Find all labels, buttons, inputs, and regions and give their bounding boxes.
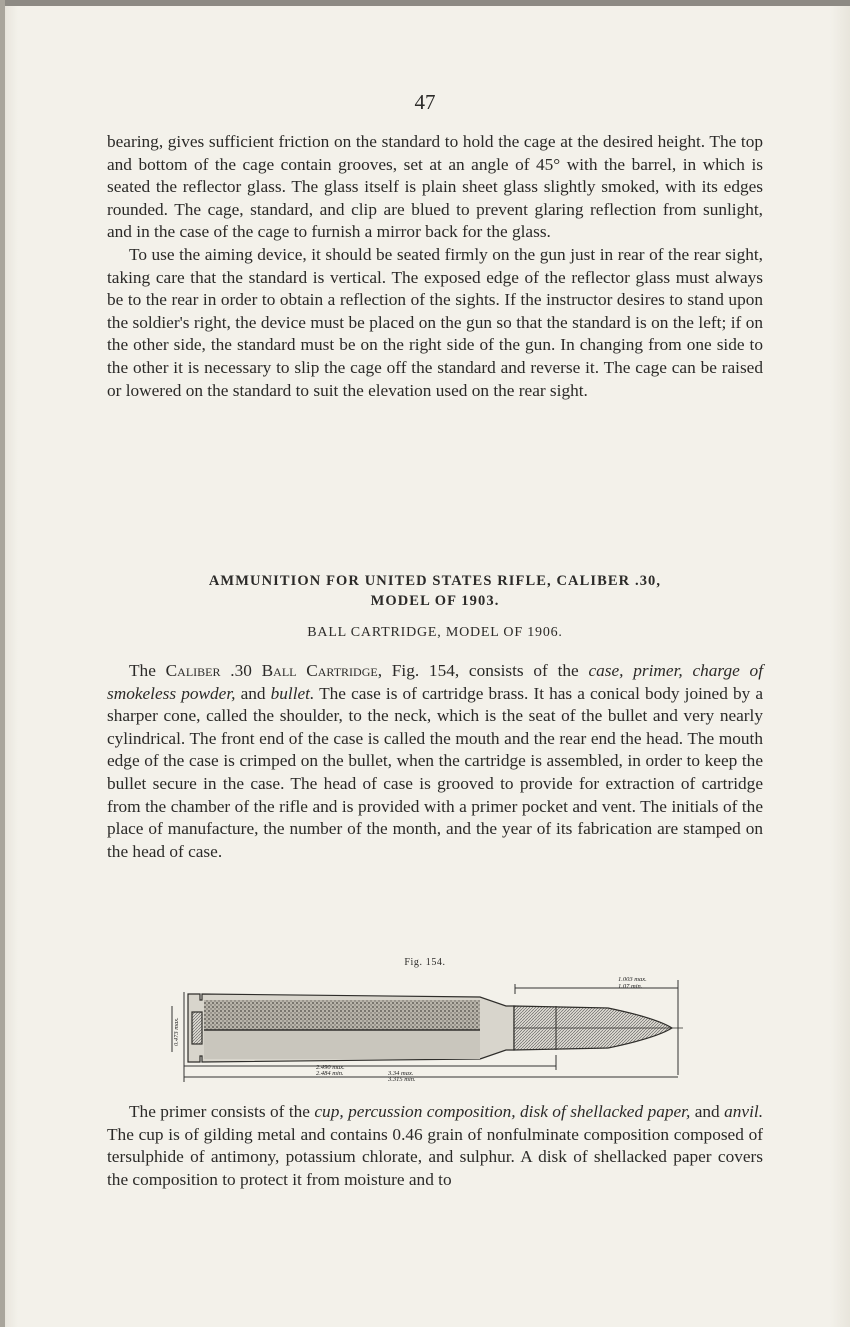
subsection-title: BALL CARTRIDGE, MODEL OF 1906. xyxy=(307,625,563,640)
p3-caliber: Caliber xyxy=(165,661,221,680)
p3-term-bullet: bullet. xyxy=(270,683,315,703)
p3-ball-cartridge: Ball Cartridge xyxy=(261,661,378,680)
paragraph-aiming-device-usage: To use the aiming device, it should be seated firmly on the gun just in rear of the rear sight, taking care that the standard is vertical. The exposed edge of the reflector glass must always be to the rear in order to obtain a reflection of the sights. If the instructor desires to stand upon the soldier's right, the device must be placed on the gun so that the standard is on the left; if on the other side, the standard must be on the right side of the gun. In changing from one side to the other it is necessary to slip the cage off the standard and reverse it. The cage can be raised or lowered on the standard to suit the elevation used on the rear sight. xyxy=(107,244,763,400)
figure-caption: Fig. 154. xyxy=(404,957,446,968)
p4-rest: The cup is of gilding metal and contains 0.46 grain of nonfulminate composition composed of tersulphide of antimony, potassium chlorate, and sulphur. A disk of shellacked paper covers the composition to protect it from moisture and to xyxy=(107,1124,763,1189)
dim-head: 0.473 max. xyxy=(173,1017,180,1046)
p3-space xyxy=(623,661,633,680)
p4-terms-primer-parts: cup, percussion composition, disk of shellacked paper, xyxy=(314,1102,691,1121)
paragraph-cage-description: bearing, gives sufficient friction on the standard to hold the cage at the desired height. The top and bottom of the cage contain grooves, set at an angle of 45° with the barrel, in which is seated the reflector glass. The glass itself is plain sheet glass slightly smoked, with its edges rounded. The cage, standard, and clip are blued to prevent glaring reflection from sunlight, and in the case of the cage to furnish a mirror back for the glass. xyxy=(107,132,763,242)
page-number: 47 xyxy=(414,90,436,114)
cartridge-figure xyxy=(168,970,692,1086)
dim-neck-top: 1.003 max. xyxy=(618,976,647,983)
dim-case-top: 2.490 max. xyxy=(316,1064,345,1071)
p3-term-case: case, xyxy=(588,661,624,680)
dim-case-bottom: 2.484 min. xyxy=(316,1070,344,1077)
p3-mid2: , Fig. 154, consists of the xyxy=(377,661,589,680)
cartridge-diagram xyxy=(168,970,692,1086)
p4-mid1: and xyxy=(690,1102,725,1121)
dim-total-bottom: 3.315 min. xyxy=(388,1076,416,1083)
page-top-edge xyxy=(0,0,850,6)
p3-mid1: .30 xyxy=(220,661,262,680)
text-block-cartridge xyxy=(107,660,763,863)
p4-term-anvil: anvil. xyxy=(724,1102,764,1121)
section-title-line-1: AMMUNITION FOR UNITED STATES RIFLE, CALIBER .30, xyxy=(208,573,662,589)
paragraph-cartridge-description xyxy=(107,660,763,863)
text-block-top xyxy=(107,131,763,402)
bullet xyxy=(514,1006,683,1050)
p3-rest: The case is of cartridge brass. It has a conical body joined by a sharper cone, called the shoulder, to the neck, which is the seat of the bullet and very nearly cylindrical. The front end of the case is called the mouth and the rear end the head. The mouth edge of the case is crimped on the bullet, when the cartridge is assembled, in order to keep the bullet secure in the case. The head of case is grooved to provide for extraction of cartridge from the chamber of the rifle and is provided with a primer pocket and vent. The initials of the place of manufacture, the number of the month, and the year of its fabrication are stamped on the head of case. xyxy=(107,683,764,861)
page-binding-edge xyxy=(0,0,5,1327)
paragraph-primer-description xyxy=(107,1101,763,1191)
text-block-primer xyxy=(107,1101,763,1191)
section-title-line-2: MODEL OF 1903. xyxy=(370,593,500,609)
section-title xyxy=(107,571,763,611)
cartridge-case xyxy=(188,994,514,1062)
p4-lead: The primer consists of the xyxy=(129,1102,315,1121)
p3-lead: The xyxy=(129,661,166,680)
p3-mid3: and xyxy=(235,683,271,703)
p3-term-primer-charge: primer, charge of smokeless powder, xyxy=(107,661,764,703)
dim-total-top: 3.34 max. xyxy=(388,1070,414,1077)
dim-neck-bottom: 1.07 min. xyxy=(618,983,643,990)
